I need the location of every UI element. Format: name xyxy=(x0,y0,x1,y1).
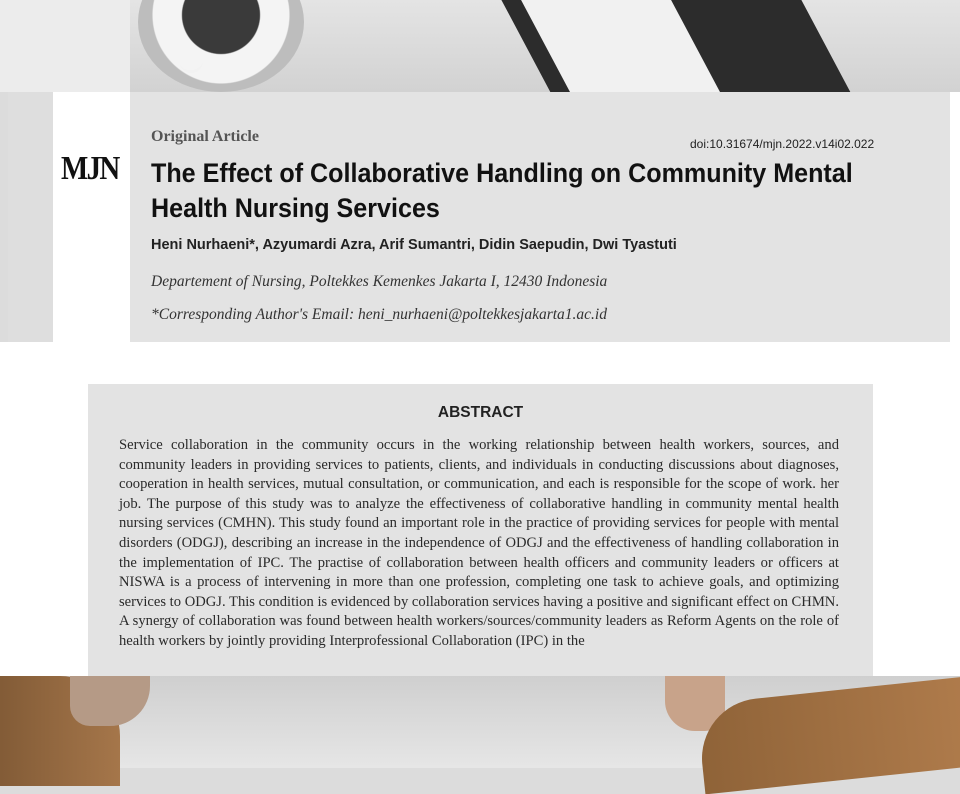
journal-logo: MJN xyxy=(61,150,119,187)
header-gap xyxy=(53,92,130,342)
article-title: The Effect of Collaborative Handling on Community Mental Health Nursing Services xyxy=(151,158,853,223)
affiliation-text: Departement of Nursing, Poltekkes Kemenkes Jakarta I, 12430 Indonesia xyxy=(151,273,608,290)
article-type-label: Original Article xyxy=(151,128,259,145)
header-left-strip xyxy=(8,92,53,342)
paper-decoration xyxy=(0,0,130,92)
coffee-cup-image xyxy=(138,0,304,92)
header-right-strip xyxy=(950,92,960,342)
abstract-panel xyxy=(88,384,873,676)
doi-text: doi:10.31674/mjn.2022.v14i02.022 xyxy=(690,137,875,151)
abstract-body: Service collaboration in the community occurs in the working relationship between health workers, sources, and community leaders in providing services to patients, clients, and individuals in conducting discussions about diagnoses, cooperation in health services, mutual consultation, or communication, and each is responsible for the scope of work. her job. The purpose of this study was to analyze the effectiveness of collaborative handling in community mental health nursing services (CMHN). This study found an important role in the practice of providing services for people with mental disorders (ODGJ), describing an increase in the independence of ODGJ and the effectiveness of handling collaboration in the implementation of IPC. The practise of collaboration between health officers and community leaders or officers at NISWA is a process of intervening in more than one profession, completing one task to achieve goals, and optimizing services to ODGJ. This condition is evidenced by collaboration services having a positive and significant effect on CHMN. A synergy of collaboration was found between health workers/sources/community leaders as Reform Agents on the role of health workers by jointly providing Interprofessional Collaboration (IPC) in the xyxy=(119,437,839,649)
corresponding-email: *Corresponding Author's Email: heni_nurhaeni@poltekkesjakarta1.ac.id xyxy=(151,306,607,323)
background-photo-top xyxy=(0,0,960,92)
abstract-heading: ABSTRACT xyxy=(437,404,524,421)
author-list: Heni Nurhaeni*, Azyumardi Azra, Arif Sumantri, Didin Saepudin, Dwi Tyastuti xyxy=(151,237,677,253)
